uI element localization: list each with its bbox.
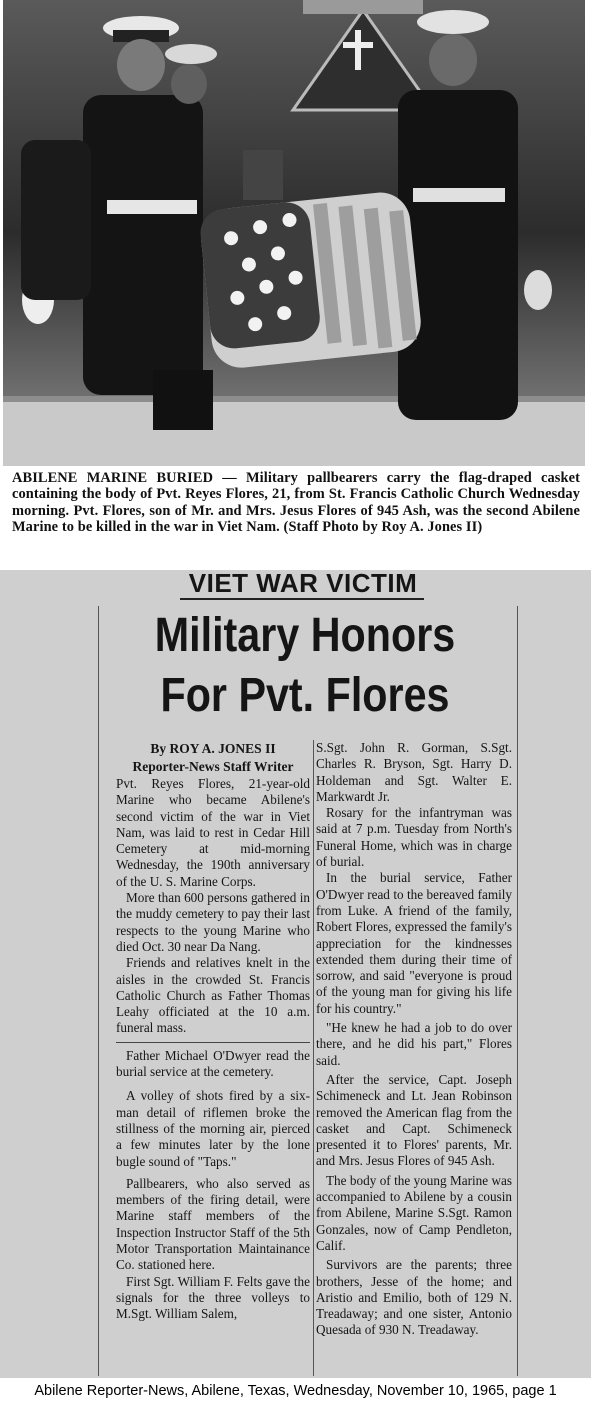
funeral-photo-image: [3, 0, 585, 466]
headline-line-2: For Pvt. Flores: [160, 669, 450, 722]
column-rule-right: [517, 606, 518, 1376]
paragraph: After the service, Capt. Joseph Schimeneck and Lt. Jean Robinson removed the American flag from the casket and Capt. Schimeneck presented it to Flores' parents, Mr. and Mrs. Jesus Flores of 945 Ash.: [316, 1071, 512, 1169]
kicker-rule: [180, 598, 424, 600]
paragraph: More than 600 persons gathered in the muddy cemetery to pay their last respects to the young Marine who died Oct. 30 near Da Nang.: [116, 890, 310, 954]
paragraph: "He knew he had a job to do over there, and he did his part," Flores said.: [316, 1020, 512, 1068]
paragraph: The body of the young Marine was accompanied to Abilene by a cousin from Abilene, Marine S.Sgt. Ramon Gonzales, now of Camp Pendleton, Calif.: [316, 1172, 512, 1253]
paragraph: In the burial service, Father O'Dwyer read to the bereaved family from Luke. A friend of the family, Robert Flores, expressed the family's appreciation for the kindnesses extended them during their time of sorrow, and said "everyone is proud of the young man for giving his life for his country.": [316, 870, 512, 1016]
byline-name: By ROY A. JONES II: [150, 741, 276, 756]
headline-line-1: Military Honors: [154, 609, 456, 662]
section-divider: [116, 1042, 310, 1043]
column-rule-left: [98, 606, 99, 1376]
source-citation: Abilene Reporter-News, Abilene, Texas, Wednesday, November 10, 1965, page 1: [0, 1380, 591, 1402]
paragraph: S.Sgt. John R. Gorman, S.Sgt. Charles R. Bryson, Sgt. Harry D. Holdeman and Sgt. Walter E. Markwardt Jr.: [316, 740, 512, 804]
caption-text: — Military pallbearers carry the flag-draped casket containing the body of Pvt. Reyes Flores, 21, from St. Francis Catholic Church Wednesday morning. Pvt. Flores, son of Mr. and Mrs. Jesus Flores of 945 Ash, was the second Abilene Marine to be killed in the war in Viet Nam. (Staff Photo by Roy A. Jones II): [12, 470, 580, 536]
byline-title: Reporter-News Staff Writer: [132, 759, 294, 774]
photo-caption: [12, 470, 580, 536]
column-rule-middle: [313, 740, 314, 1376]
left-column: [116, 740, 310, 1323]
main-headline: [129, 606, 482, 726]
right-column: [316, 740, 512, 1339]
paragraph: Pallbearers, who also served as members of the firing detail, were Marine staff members of the Inspection Instructor Staff of the 5th Motor Transportation Maintainance Co. stationed here.: [116, 1175, 310, 1273]
paragraph: A volley of shots fired by a six-man detail of riflemen broke the stillness of the morning air, pierced a few minutes later by the lone bugle sound of "Taps.": [116, 1088, 310, 1169]
paragraph: First Sgt. William F. Felts gave the signals for the three volleys to M.Sgt. William Salem,: [116, 1273, 310, 1322]
paragraph: Survivors are the parents; three brothers, Jesse of the home; and Aristio and Emilio, both of 129 N. Treadaway; and one sister, Antonio Quesada of 930 N. Treadaway.: [316, 1257, 512, 1338]
paragraph: Rosary for the infantryman was said at 7 p.m. Tuesday from North's Funeral Home, which was in charge of burial.: [316, 805, 512, 870]
paragraph: Father Michael O'Dwyer read the burial service at the cemetery.: [116, 1047, 310, 1080]
paragraph: Pvt. Reyes Flores, 21-year-old Marine who became Abilene's second victim of the war in Viet Nam, was laid to rest in Cedar Hill Cemetery at mid-morning Wednesday, the 190th anniversary of the U. S. Marine Corps.: [116, 776, 310, 889]
paragraph: Friends and relatives knelt in the aisles in the crowded St. Francis Catholic Church as Father Thomas Leahy officiated at the 10 a.m. funeral mass.: [116, 955, 310, 1036]
news-photo: [3, 0, 585, 466]
kicker-headline: VIET WAR VICTIM: [188, 568, 418, 598]
caption-lead: ABILENE MARINE BURIED: [12, 470, 214, 486]
